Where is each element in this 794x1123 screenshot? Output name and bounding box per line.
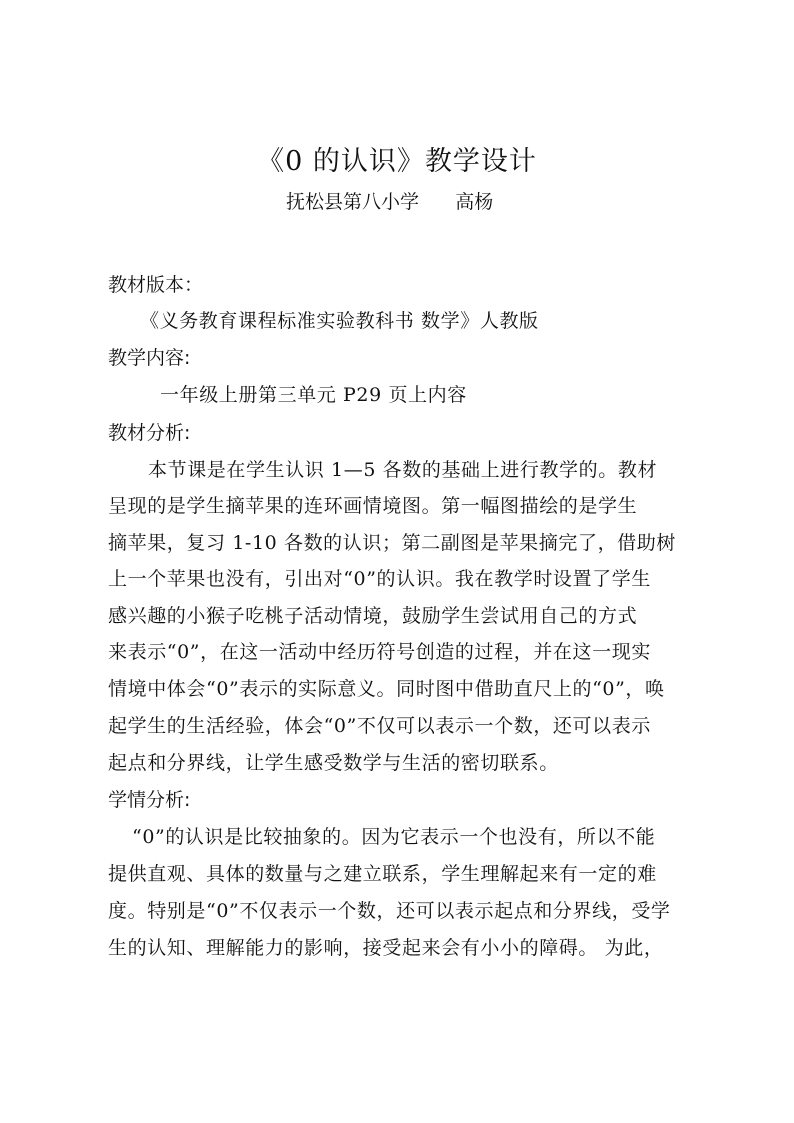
section-heading-content: 教学内容: [108, 347, 191, 369]
analysis-line: 摘苹果，复习 1-10 各数的认识；第二副图是苹果摘完了，借助树 [108, 532, 676, 554]
analysis-line: 情境中体会“0”表示的实际意义。同时图中借助直尺上的“0”，唤 [108, 678, 665, 700]
learner-analysis-line: 度。特别是“0”不仅表示一个数，还可以表示起点和分界线，受学 [108, 900, 671, 922]
analysis-line: 来表示“0”，在这一活动中经历符号创造的过程，并在这一现实 [108, 641, 651, 663]
section-heading-textbook-version: 教材版本： [108, 274, 204, 296]
author-line: 抚松县第八小学 高杨 [286, 191, 494, 213]
learner-analysis-line: 生的认知、理解能力的影响，接受起来会有小小的障碍。 为此， [108, 937, 664, 959]
section-heading-learner-analysis: 学情分析: [108, 789, 191, 811]
learner-analysis-line: 提供直观、具体的数量与之建立联系，学生理解起来有一定的难 [108, 863, 657, 885]
section-heading-analysis: 教材分析: [108, 422, 191, 444]
analysis-line: 上一个苹果也没有，引出对“0”的认识。我在教学时设置了学生 [108, 568, 651, 590]
document-title: 《0 的认识》教学设计 [257, 146, 537, 177]
analysis-line: 感兴趣的小猴子吃桃子活动情境，鼓励学生尝试用自己的方式 [108, 605, 638, 627]
analysis-line: 呈现的是学生摘苹果的连环画情境图。第一幅图描绘的是学生 [108, 495, 638, 517]
learner-analysis-line: “0”的认识是比较抽象的。因为它表示一个也没有，所以不能 [132, 826, 656, 848]
content-text: 一年级上册第三单元 P29 页上内容 [160, 384, 467, 406]
analysis-line: 本节课是在学生认识 1—5 各数的基础上进行教学的。教材 [148, 459, 658, 481]
analysis-line: 起学生的生活经验，体会“0”不仅可以表示一个数，还可以表示 [108, 715, 651, 737]
analysis-line: 起点和分界线，让学生感受数学与生活的密切联系。 [108, 752, 559, 774]
textbook-version-text: 《义务教育课程标准实验教科书 数学》人教版 [140, 310, 539, 332]
